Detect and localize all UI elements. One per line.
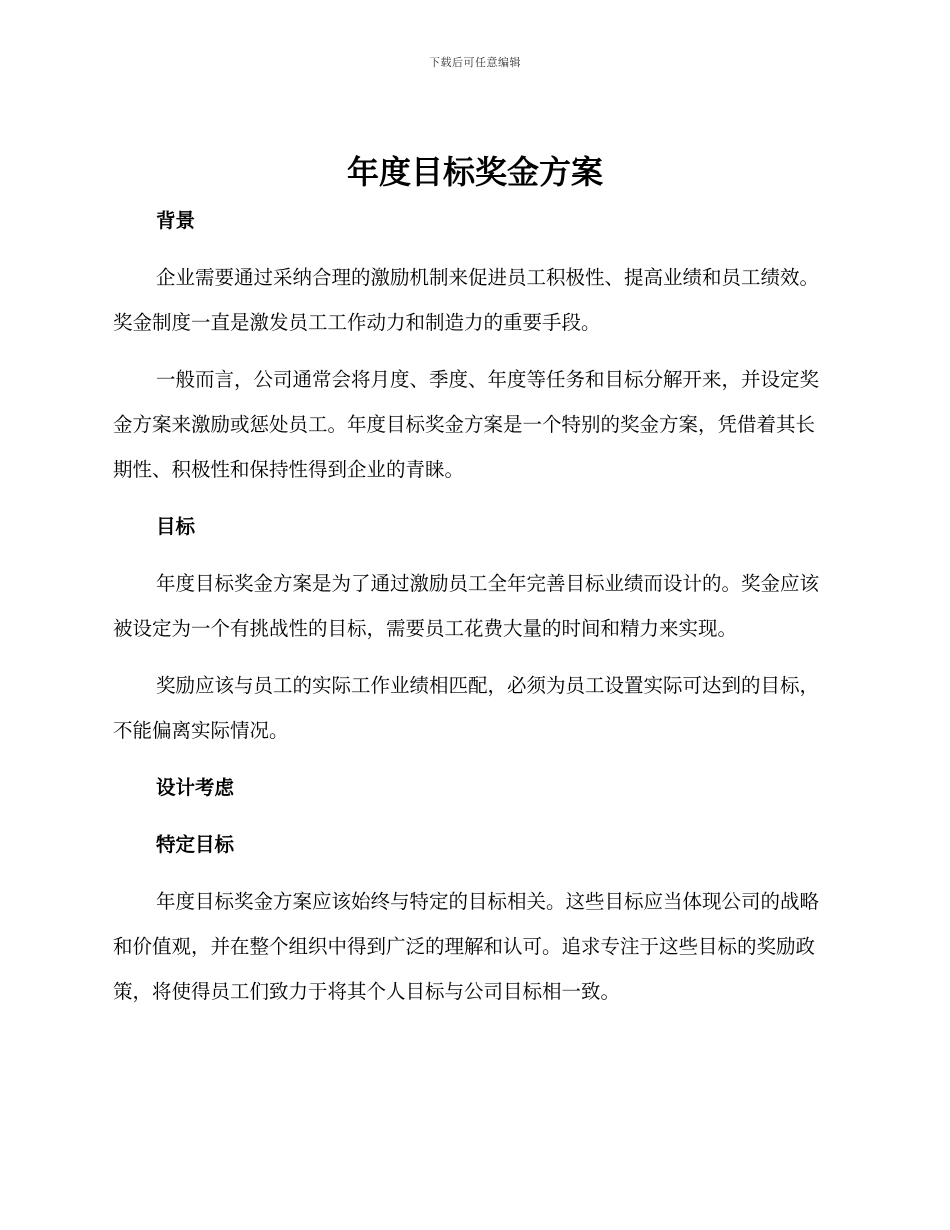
section-heading-background: 背景 <box>156 209 196 232</box>
section-heading-design-considerations: 设计考虑 <box>156 776 235 799</box>
subsection-heading-specific-goals: 特定目标 <box>156 833 235 856</box>
page-header-note: 下载后可任意编辑 <box>429 56 521 69</box>
document-body <box>113 198 831 1026</box>
paragraph: 企业需要通过采纳合理的激励机制来促进员工积极性、提高业绩和员工绩效。奖金制度一直是激发员工工作动力和制造力的重要手段。 <box>113 266 820 334</box>
section-heading-goal: 目标 <box>156 515 196 538</box>
paragraph: 年度目标奖金方案是为了通过激励员工全年完善目标业绩而设计的。奖金应该被设定为一个有挑战性的目标，需要员工花费大量的时间和精力来实现。 <box>113 572 820 640</box>
paragraph: 一般而言，公司通常会将月度、季度、年度等任务和目标分解开来，并设定奖金方案来激励或惩处员工。年度目标奖金方案是一个特别的奖金方案，凭借着其长期性、积极性和保持性得到企业的青睐。 <box>113 368 820 481</box>
paragraph: 奖励应该与员工的实际工作业绩相匹配，必须为员工设置实际可达到的目标，不能偏离实际情况。 <box>113 674 820 742</box>
document-title: 年度目标奖金方案 <box>346 153 603 191</box>
paragraph: 年度目标奖金方案应该始终与特定的目标相关。这些目标应当体现公司的战略和价值观，并在整个组织中得到广泛的理解和认可。追求专注于这些目标的奖励政策，将使得员工们致力于将其个人目标与公司目标相一致。 <box>113 890 820 1003</box>
